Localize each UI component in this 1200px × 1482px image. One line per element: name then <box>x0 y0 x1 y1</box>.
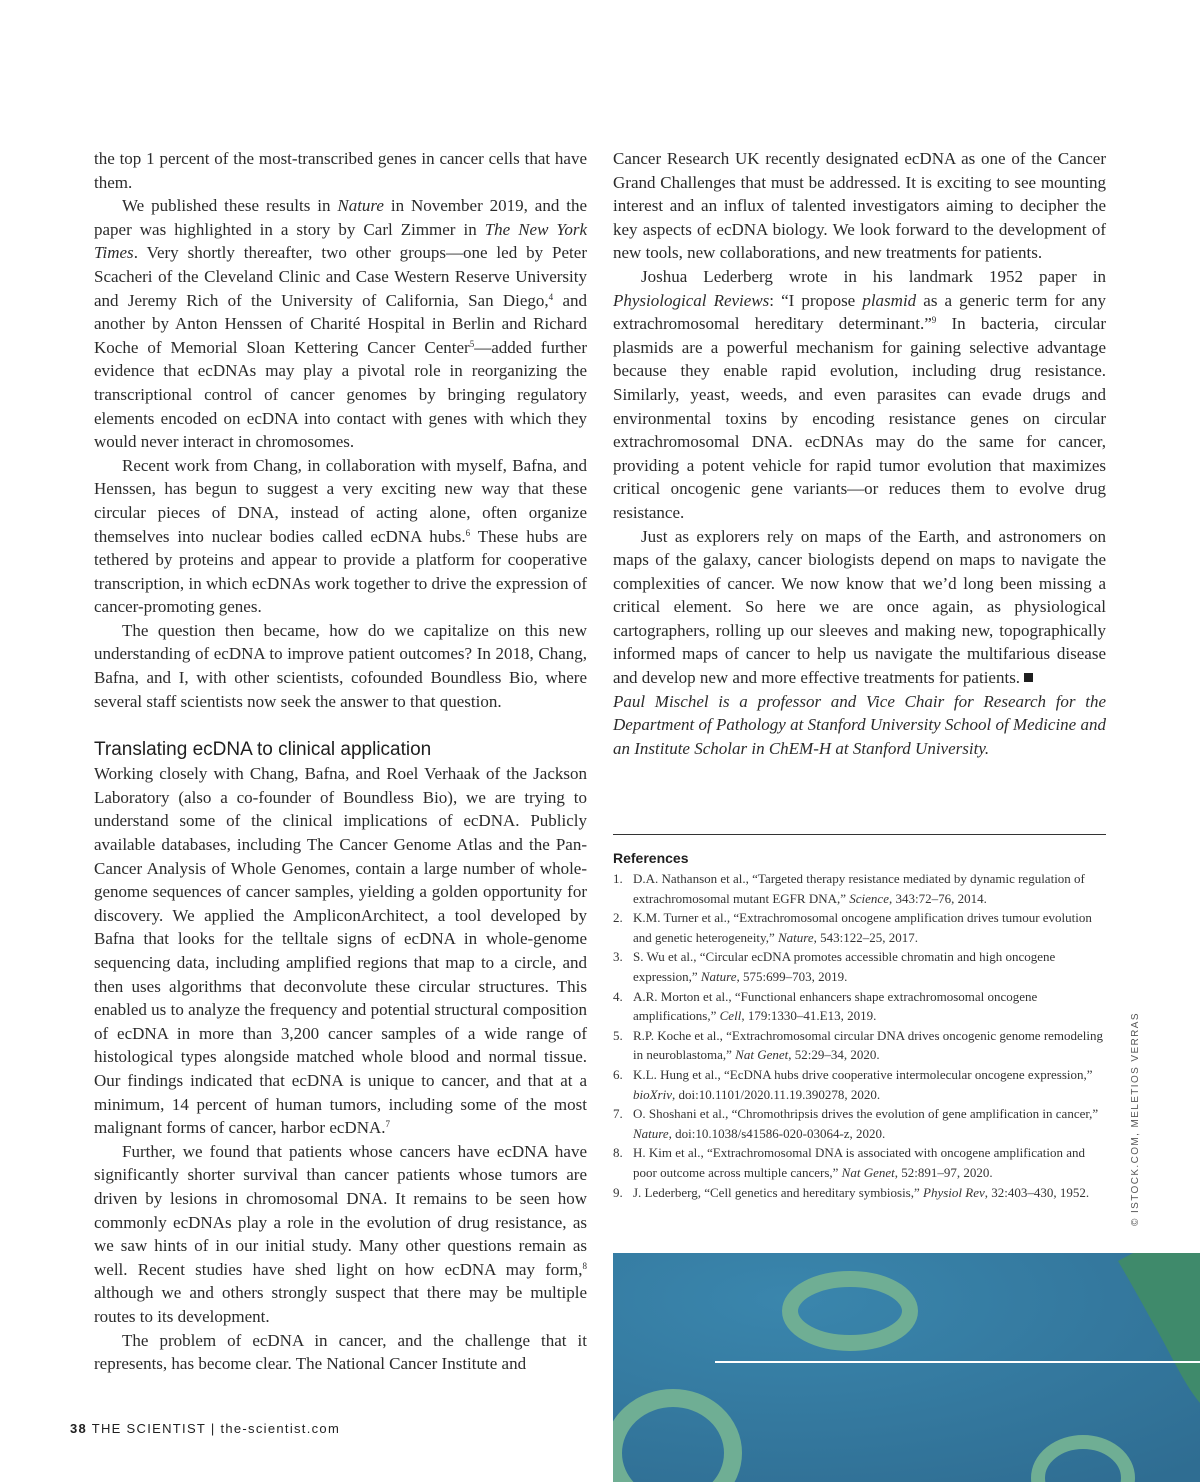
paragraph: Recent work from Chang, in collaboration with myself, Bafna, and Henssen, has begun to suggest a very exciting new way that these circular pieces of DNA, instead of acting alone, often organize themselves into nuclear bodies called ecDNA hubs.$^6$ These hubs are tethered by proteins and appear to provide a platform for cooperative transcription, in which ecDNAs work together to drive the expression of cancer-promoting genes. <box>94 455 587 617</box>
reference-text: J. Lederberg, “Cell genetics and hereditary symbiosis,” Physiol Rev, 32:403–430, 1952. <box>633 1184 1090 1200</box>
references <box>613 849 1106 1202</box>
footer-separator: | <box>210 1421 216 1436</box>
citation-4: 4 <box>548 291 554 302</box>
reference-item <box>613 947 1106 986</box>
reference-item <box>613 869 1106 908</box>
reference-number: 1. <box>613 871 623 886</box>
citation-6: 6 <box>465 527 471 538</box>
section-heading: Translating ecDNA to clinical application <box>94 739 432 761</box>
paragraph: Further, we found that patients whose cancers have ecDNA have significantly shorter survival than cancer patients whose tumors are driven by lesions in chromosomal DNA. It remains to be seen how commonly ecDNAs play a role in the evolution of drug resistance, as we saw hints of in our initial study. Many other questions remain as well. Recent studies have shed light on how ecDNA may form,$^8$ although we and others strongly suspect that there may be multiple routes to its development. <box>94 1141 587 1326</box>
reference-item <box>613 1104 1106 1143</box>
left-column <box>94 147 587 1376</box>
citation-8: 8 <box>582 1260 587 1271</box>
page-footer <box>70 1421 340 1436</box>
reference-number: 9. <box>613 1184 623 1200</box>
ecdna-illustration <box>613 1253 1200 1482</box>
reference-item <box>613 1026 1106 1065</box>
paragraph: The problem of ecDNA in cancer, and the challenge that it represents, has become clear. The National Cancer Institute and <box>94 1330 587 1374</box>
reference-text: S. Wu et al., “Circular ecDNA promotes accessible chromatin and high oncogene expression,” Nature, 575:699–703, 2019. <box>633 949 1056 984</box>
citation-5: 5 <box>469 338 475 349</box>
reference-list <box>613 869 1106 1202</box>
reference-text: K.M. Turner et al., “Extrachromosomal oncogene amplification drives tumour evolution and genetic heterogeneity,” Nature, 543:122–25, 2017. <box>633 910 1092 945</box>
reference-text: K.L. Hung et al., “EcDNA hubs drive cooperative intermolecular oncogene expression,” bioXriv, doi:10.1101/2020.11.19.390278, 2020. <box>633 1066 1093 1102</box>
reference-item <box>613 1065 1106 1104</box>
website-link[interactable]: the-scientist.com <box>220 1421 341 1436</box>
reference-item <box>613 1183 1106 1203</box>
citation-9: 9 <box>931 315 937 326</box>
reference-number: 5. <box>613 1027 623 1043</box>
author-bio: Paul Mischel is a professor and Vice Chair for Research for the Department of Pathology at Stanford University School of Medicine and an Institute Scholar in ChEM-H at Stanford University. <box>613 691 1106 758</box>
reference-number: 3. <box>613 949 623 965</box>
reference-number: 8. <box>613 1145 623 1161</box>
reference-number: 6. <box>613 1066 623 1082</box>
reference-text: H. Kim et al., “Extrachromosomal DNA is associated with oncogene amplification and poor outcome across multiple cancers,” Nat Genet, 52:891–97, 2020. <box>633 1145 1085 1180</box>
reference-text: R.P. Koche et al., “Extrachromosomal circular DNA drives oncogenic genome remodeling in neuroblastoma,” Nat Genet, 52:29–34, 2020. <box>633 1027 1104 1063</box>
citation-7: 7 <box>385 1119 391 1130</box>
paragraph: Cancer Research UK recently designated ecDNA as one of the Cancer Grand Challenges that must be addressed. It is exciting to see mounting interest and an influx of talented investigators aiming to decipher the key aspects of ecDNA biology. We look forward to the development of new tools, new collaborations, and new treatments for patients. <box>613 149 1106 263</box>
references-divider <box>613 834 1106 835</box>
paragraph: Working closely with Chang, Bafna, and Roel Verhaak of the Jackson Laboratory (also a co-founder of Boundless Bio), we are trying to understand some of the clinical implications of ecDNA. Publicly available databases, including The Cancer Genome Atlas and the Pan-Cancer Analysis of Whole Genomes, contain a large number of whole-genome sequences of cancer samples, yielding a golden opportunity for discovery. We applied the AmpliconArchitect, a tool developed by Bafna that looks for the telltale signs of ecDNA in whole-genome sequencing data, including amplified regions that map to a circle, and then uses algorithms that deconvolute these circular structures. This enabled us to analyze the frequency and potential structural composition of ecDNA in more than 3,200 cancer samples of a wide range of histological types alongside matched whole blood and normal tissue. Our findings indicated that ecDNA is unique to cancer, and that at a minimum, 14 percent of human tumors, including some of the most malignant forms of cancer, harbor ecDNA.$^7$ <box>94 764 587 1138</box>
paragraph: We published these results in Nature in November 2019, and the paper was highlighted in a story by Carl Zimmer in The New York Times. Very shortly thereafter, two other groups—one led by Peter Scacheri of the Cleveland Clinic and Case Western Reserve University and Jeremy Rich of the University of California, San Diego,$^4$ and another by Anton Henssen of Charité Hospital in Berlin and Richard Koche of Memorial Sloan Kettering Cancer Center$^5$—added further evidence that ecDNAs may play a pivotal role in reorganizing the transcriptional control of cancer genomes by bringing regulatory elements encoded on ecDNA into contact with genes with which they would never interact in chromosomes. <box>94 196 588 452</box>
paragraph: Just as explorers rely on maps of the Earth, and astronomers on maps of the galaxy, cancer biologists depend on maps to navigate the complexities of cancer. We now know that we’d long been missing a critical element. So here we are once again, as physiological cartographers, rolling up our sleeves and making new, topographically informed maps of cancer to help us navigate the multifarious disease and develop new and more effective treatments for patients. <box>613 526 1106 688</box>
paragraph: The question then became, how do we capitalize on this new understanding of ecDNA to improve patient outcomes? In 2018, Chang, Bafna, and I, with other scientists, cofounded Boundless Bio, where several staff scientists now seek the answer to that question. <box>94 620 587 711</box>
image-credit: © ISTOCK.COM, MELETIOS VERRAS <box>1130 1012 1141 1226</box>
references-heading: References <box>613 850 689 866</box>
reference-text: A.R. Morton et al., “Functional enhancers shape extrachromosomal oncogene amplifications,” Cell, 179:1330–41.E13, 2019. <box>633 988 1038 1024</box>
page-number: 38 <box>70 1421 88 1436</box>
reference-number: 4. <box>613 988 623 1004</box>
reference-item <box>613 987 1106 1026</box>
reference-item <box>613 1143 1106 1182</box>
magazine-name: THE SCIENTIST <box>91 1421 206 1436</box>
reference-item <box>613 908 1106 947</box>
paragraph: Joshua Lederberg wrote in his landmark 1952 paper in Physiological Reviews: “I propose plasmid as a generic term for any extrachromosomal hereditary determinant.”$^9$ In bacteria, circular plasmids are a powerful mechanism for gaining selective advantage because they enable rapid evolution, including drug resistance. Similarly, yeast, weeds, and even parasites can evade drugs and environmental toxins by encoding resistance genes on circular extrachromosomal DNA. ecDNAs may do the same for cancer, providing a potent vehicle for rapid tumor evolution that maximizes critical oncogenic gene variants—or reduces them to evolve drug resistance. <box>613 266 1106 522</box>
reference-text: D.A. Nathanson et al., “Targeted therapy resistance mediated by dynamic regulation of extrachromosomal mutant EGFR DNA,” Science, 343:72–76, 2014. <box>633 871 1085 906</box>
right-column <box>613 147 1106 760</box>
reference-text: O. Shoshani et al., “Chromothripsis drives the evolution of gene amplification in cancer,” Nature, doi:10.1038/s41586-020-03064-z, 2020. <box>633 1106 1099 1141</box>
reference-number: 7. <box>613 1106 623 1122</box>
reference-number: 2. <box>613 910 623 926</box>
paragraph: the top 1 percent of the most-transcribed genes in cancer cells that have them. <box>94 149 587 192</box>
end-mark-icon <box>1024 673 1033 682</box>
